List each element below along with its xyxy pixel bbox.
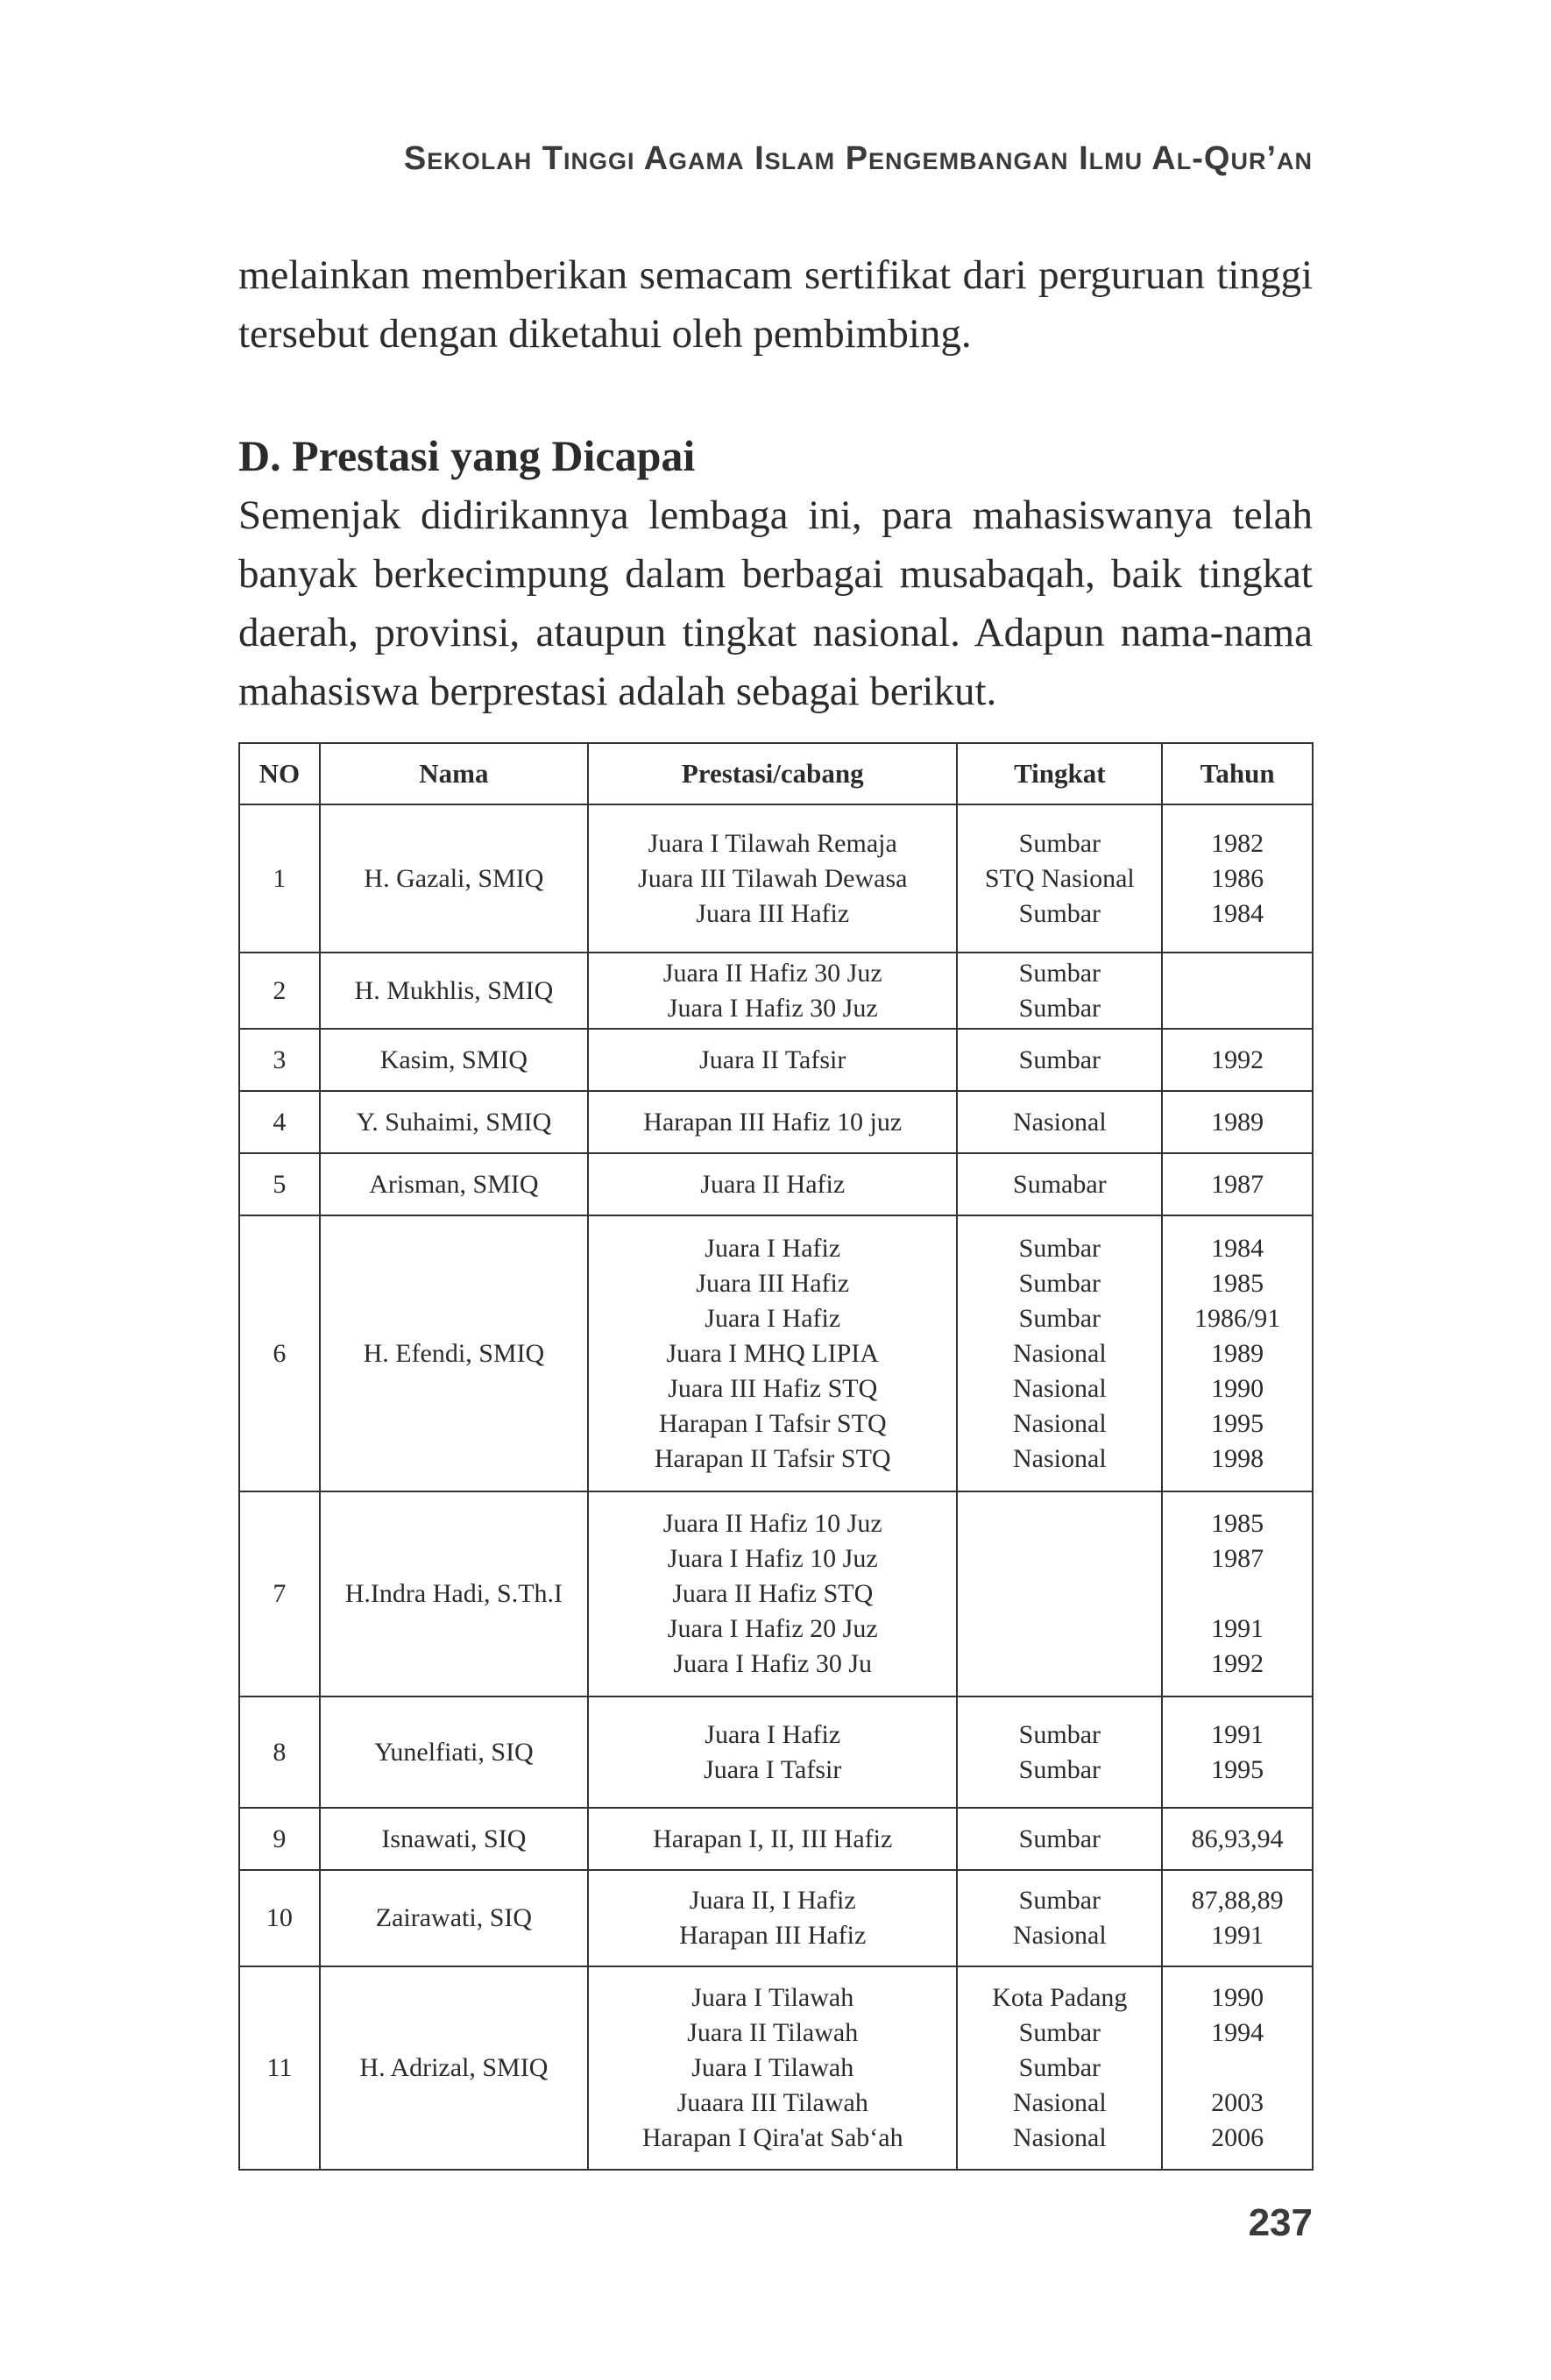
cell-no: 8 bbox=[239, 1696, 320, 1808]
cell-tahun-line: 1982 bbox=[1211, 828, 1264, 858]
cell-prestasi-line: Juara I Hafiz 30 Juz bbox=[667, 993, 878, 1023]
cell-prestasi-line: Juara II Tafsir bbox=[699, 1045, 846, 1074]
cell-tahun-line bbox=[1168, 1576, 1307, 1611]
cell-tahun-line: 1987 bbox=[1211, 1544, 1264, 1573]
cell-no: 2 bbox=[239, 953, 320, 1029]
table-row bbox=[239, 1966, 1313, 2170]
cell-tahun-line: 2003 bbox=[1211, 2088, 1264, 2117]
table-row bbox=[239, 1091, 1313, 1153]
cell-tingkat-line: Nasional bbox=[1013, 1373, 1107, 1403]
cell-tahun-line: 1992 bbox=[1211, 1045, 1264, 1074]
cell-tahun bbox=[1162, 1491, 1313, 1696]
cell-tingkat-line: Sumbar bbox=[1018, 1233, 1101, 1263]
cell-tingkat-line: STQ Nasional bbox=[984, 863, 1135, 893]
table-row bbox=[239, 804, 1313, 953]
cell-tahun-line: 1986 bbox=[1211, 863, 1264, 893]
cell-tahun-line: 1995 bbox=[1211, 1408, 1264, 1438]
cell-no: 10 bbox=[239, 1870, 320, 1966]
cell-no: 3 bbox=[239, 1029, 320, 1091]
cell-tahun-line: 1984 bbox=[1211, 1233, 1264, 1263]
table-row bbox=[239, 1870, 1313, 1966]
cell-prestasi-line: Harapan III Hafiz 10 juz bbox=[643, 1107, 903, 1137]
cell-tahun bbox=[1162, 1870, 1313, 1966]
table-row bbox=[239, 1491, 1313, 1696]
cell-tingkat-line: Sumbar bbox=[1018, 1824, 1101, 1853]
cell-nama: H. Mukhlis, SMIQ bbox=[320, 953, 588, 1029]
cell-tingkat-line: Sumbar bbox=[1018, 1268, 1101, 1298]
cell-tingkat bbox=[957, 1966, 1162, 2170]
cell-prestasi-line: Juara II, I Hafiz bbox=[689, 1886, 856, 1915]
cell-tingkat-line: Sumbar bbox=[1018, 958, 1101, 988]
table-row bbox=[239, 1696, 1313, 1808]
cell-tahun-line: 1994 bbox=[1211, 2018, 1264, 2047]
table-row bbox=[239, 1808, 1313, 1870]
cell-prestasi-line: Juara I Hafiz bbox=[705, 1233, 841, 1263]
cell-tingkat-line: Sumbar bbox=[1018, 1045, 1101, 1074]
cell-tahun bbox=[1162, 953, 1313, 1029]
cell-no: 11 bbox=[239, 1966, 320, 2170]
cell-prestasi bbox=[588, 804, 957, 953]
cell-prestasi bbox=[588, 1870, 957, 1966]
cell-tahun-line: 1995 bbox=[1211, 1754, 1264, 1784]
cell-tahun-line: 1987 bbox=[1211, 1169, 1264, 1199]
table-row bbox=[239, 1153, 1313, 1215]
cell-prestasi bbox=[588, 1808, 957, 1870]
cell-prestasi-line: Juara I Tilawah bbox=[691, 1983, 854, 2012]
cell-tahun bbox=[1162, 1029, 1313, 1091]
cell-tahun-line: 1991 bbox=[1211, 1719, 1264, 1749]
cell-no: 4 bbox=[239, 1091, 320, 1153]
cell-prestasi-line: Juara I Hafiz 20 Juz bbox=[667, 1614, 878, 1643]
page-number: 237 bbox=[1248, 2201, 1313, 2244]
cell-prestasi bbox=[588, 1215, 957, 1491]
cell-tingkat bbox=[957, 804, 1162, 953]
cell-prestasi bbox=[588, 1091, 957, 1153]
intro-paragraph: melainkan memberikan semacam sertifikat dari perguruan tinggi tersebut dengan diketahui oleh pembimbing. bbox=[238, 252, 1313, 357]
cell-tahun bbox=[1162, 1966, 1313, 2170]
cell-nama: H. Gazali, SMIQ bbox=[320, 804, 588, 953]
cell-prestasi-line: Juara I Hafiz bbox=[705, 1303, 841, 1333]
cell-tingkat bbox=[957, 1091, 1162, 1153]
section-title: D. Prestasi yang Dicapai bbox=[238, 431, 696, 480]
cell-prestasi-line: Juara II Hafiz bbox=[700, 1169, 846, 1199]
cell-tingkat-line: Sumbar bbox=[1018, 993, 1101, 1023]
cell-prestasi-line: Juara I Hafiz bbox=[705, 1719, 841, 1749]
cell-tingkat-line: Sumbar bbox=[1018, 1303, 1101, 1333]
cell-prestasi-line: Juara I Tilawah Remaja bbox=[648, 828, 897, 858]
cell-no: 1 bbox=[239, 804, 320, 953]
cell-tingkat-line: Sumbar bbox=[1018, 2018, 1101, 2047]
cell-nama: Zairawati, SIQ bbox=[320, 1870, 588, 1966]
cell-tingkat bbox=[957, 1153, 1162, 1215]
cell-prestasi-line: Juara II Hafiz STQ bbox=[672, 1579, 874, 1608]
cell-tahun-line: 1991 bbox=[1211, 1921, 1264, 1950]
cell-tingkat-line: Nasional bbox=[1013, 1107, 1107, 1137]
cell-tahun-line: 1992 bbox=[1211, 1649, 1264, 1678]
cell-tingkat-line: Sumbar bbox=[1018, 1886, 1101, 1915]
cell-nama: H. Efendi, SMIQ bbox=[320, 1215, 588, 1491]
cell-prestasi-line: Juara I Hafiz 10 Juz bbox=[667, 1544, 878, 1573]
column-header-tingkat: Tingkat bbox=[957, 743, 1162, 804]
cell-tingkat-line: Sumbar bbox=[1018, 1719, 1101, 1749]
cell-tingkat-line: Nasional bbox=[1013, 1921, 1107, 1950]
cell-nama: Isnawati, SIQ bbox=[320, 1808, 588, 1870]
cell-prestasi-line: Juara III Hafiz bbox=[696, 1268, 850, 1298]
cell-no: 7 bbox=[239, 1491, 320, 1696]
section-paragraph: Semenjak didirikannya lembaga ini, para mahasiswanya telah banyak berkecimpung dalam berbagai musabaqah, baik tingkat daerah, provinsi, ataupun tingkat nasional. Adapun nama-nama mahasiswa berprestasi adalah sebagai berikut. bbox=[238, 492, 1313, 714]
cell-tahun-line: 87,88,89 bbox=[1191, 1886, 1284, 1915]
cell-no: 6 bbox=[239, 1215, 320, 1491]
cell-tingkat bbox=[957, 1491, 1162, 1696]
cell-prestasi-line: Juara I Tafsir bbox=[704, 1754, 842, 1784]
cell-tingkat bbox=[957, 1870, 1162, 1966]
cell-prestasi-line: Juara I Hafiz 30 Ju bbox=[673, 1649, 873, 1678]
cell-nama: Arisman, SMIQ bbox=[320, 1153, 588, 1215]
column-header-nama: Nama bbox=[320, 743, 588, 804]
cell-prestasi bbox=[588, 953, 957, 1029]
cell-tahun-line: 86,93,94 bbox=[1191, 1824, 1284, 1853]
cell-nama: Kasim, SMIQ bbox=[320, 1029, 588, 1091]
cell-tingkat-line: Sumbar bbox=[1018, 828, 1101, 858]
cell-tingkat bbox=[957, 1696, 1162, 1808]
cell-tahun bbox=[1162, 1808, 1313, 1870]
cell-tingkat-line: Sumbar bbox=[1018, 2053, 1101, 2082]
cell-prestasi bbox=[588, 1491, 957, 1696]
cell-tahun-line: 1984 bbox=[1211, 898, 1264, 928]
cell-tingkat-line: Sumbar bbox=[1018, 1754, 1101, 1784]
cell-tahun-line: 1990 bbox=[1211, 1373, 1264, 1403]
cell-tahun-line: 1991 bbox=[1211, 1614, 1264, 1643]
cell-prestasi-line: Juara II Hafiz 30 Juz bbox=[662, 958, 882, 988]
cell-tahun bbox=[1162, 1215, 1313, 1491]
cell-tahun-line: 1989 bbox=[1211, 1338, 1264, 1368]
table-header-row bbox=[239, 743, 1313, 804]
cell-tingkat bbox=[957, 1215, 1162, 1491]
cell-tingkat-line: Nasional bbox=[1013, 2088, 1107, 2117]
cell-prestasi-line: Juara I Tilawah bbox=[691, 2053, 854, 2082]
cell-nama: Y. Suhaimi, SMIQ bbox=[320, 1091, 588, 1153]
cell-tahun-line: 1998 bbox=[1211, 1443, 1264, 1473]
cell-prestasi-line: Juara II Hafiz 10 Juz bbox=[662, 1509, 882, 1538]
cell-tingkat bbox=[957, 1808, 1162, 1870]
achievements-table bbox=[238, 742, 1314, 2171]
cell-prestasi-line: Harapan II Tafsir STQ bbox=[654, 1443, 891, 1473]
cell-nama: H. Adrizal, SMIQ bbox=[320, 1966, 588, 2170]
cell-tahun-line: 1985 bbox=[1211, 1509, 1264, 1538]
cell-tingkat-line: Nasional bbox=[1013, 1443, 1107, 1473]
cell-tahun-line: 2006 bbox=[1211, 2123, 1264, 2152]
cell-tingkat-line: Sumabar bbox=[1013, 1169, 1107, 1199]
cell-prestasi-line: Juara I MHQ LIPIA bbox=[666, 1338, 879, 1368]
cell-prestasi bbox=[588, 1029, 957, 1091]
column-header-no: NO bbox=[239, 743, 320, 804]
cell-prestasi-line: Juara III Hafiz bbox=[696, 898, 850, 928]
table-row bbox=[239, 1029, 1313, 1091]
cell-tingkat bbox=[957, 953, 1162, 1029]
cell-prestasi bbox=[588, 1696, 957, 1808]
cell-tingkat-line: Kota Padang bbox=[992, 1983, 1128, 2012]
cell-prestasi-line: Harapan I Tafsir STQ bbox=[658, 1408, 887, 1438]
table-row bbox=[239, 953, 1313, 1029]
cell-tahun bbox=[1162, 804, 1313, 953]
cell-tahun-line: 1990 bbox=[1211, 1983, 1264, 2012]
cell-prestasi-line: Harapan I Qira'at Sab‘ah bbox=[641, 2123, 903, 2152]
cell-tahun-line bbox=[1168, 2051, 1307, 2086]
cell-tingkat bbox=[957, 1029, 1162, 1091]
cell-prestasi-line: Juara III Hafiz STQ bbox=[668, 1373, 878, 1403]
cell-tingkat-line: Nasional bbox=[1013, 2123, 1107, 2152]
cell-tahun-line: 1989 bbox=[1211, 1107, 1264, 1137]
cell-tahun bbox=[1162, 1696, 1313, 1808]
cell-prestasi-line: Juara III Tilawah Dewasa bbox=[638, 863, 908, 893]
cell-prestasi-line: Harapan I, II, III Hafiz bbox=[653, 1824, 893, 1853]
cell-prestasi-line: Juara II Tilawah bbox=[687, 2018, 859, 2047]
column-header-prestasi: Prestasi/cabang bbox=[588, 743, 957, 804]
cell-tahun bbox=[1162, 1091, 1313, 1153]
cell-tingkat-line: Nasional bbox=[1013, 1338, 1107, 1368]
cell-prestasi bbox=[588, 1966, 957, 2170]
cell-tingkat-line: Sumbar bbox=[1018, 898, 1101, 928]
cell-tingkat-line: Nasional bbox=[1013, 1408, 1107, 1438]
cell-no: 9 bbox=[239, 1808, 320, 1870]
cell-tahun bbox=[1162, 1153, 1313, 1215]
table-row bbox=[239, 1215, 1313, 1491]
cell-nama: H.Indra Hadi, S.Th.I bbox=[320, 1491, 588, 1696]
table-body bbox=[239, 804, 1313, 2170]
running-header: Sekolah Tinggi Agama Islam Pengembangan Ilmu Al-Qur’an bbox=[403, 140, 1313, 177]
cell-prestasi bbox=[588, 1153, 957, 1215]
cell-prestasi-line: Harapan III Hafiz bbox=[679, 1921, 867, 1950]
cell-no: 5 bbox=[239, 1153, 320, 1215]
column-header-tahun: Tahun bbox=[1162, 743, 1313, 804]
cell-tahun-line: 1985 bbox=[1211, 1268, 1264, 1298]
cell-nama: Yunelfiati, SIQ bbox=[320, 1696, 588, 1808]
cell-prestasi-line: Juaara III Tilawah bbox=[676, 2088, 868, 2117]
cell-tahun-line: 1986/91 bbox=[1193, 1303, 1281, 1333]
